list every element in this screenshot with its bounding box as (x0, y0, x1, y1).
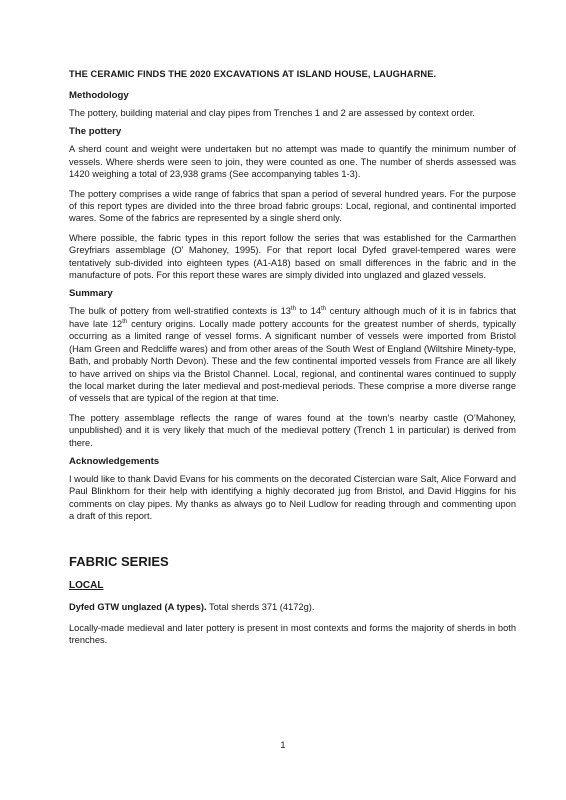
acknowledgements-paragraph: I would like to thank David Evans for his comments on the decorated Cistercian ware Salt, Alice Forward and Paul Blinkhorn for their help with identifying a highly decorated jug from Bristol, and David Higgins for his comments on clay pipes. My thanks as always go to Neil Ludlow for reading through and commenting upon a draft of this report. (69, 473, 516, 522)
summary-text-a: The bulk of pottery from well-stratified contexts is 13 (69, 306, 291, 317)
pottery-heading: The pottery (69, 126, 122, 138)
summary-heading: Summary (69, 288, 113, 300)
superscript-th-2: th (321, 306, 327, 313)
dyfed-type-total: Total sherds 371 (4172g). (206, 601, 315, 612)
pottery-paragraph-2: The pottery comprises a wide range of fabrics that span a period of several hundred years. For the purpose of this report types are divided into the three broad fabric groups: Local, regional, and continental imported wares. Some of the fabrics are represented by a single sherd only. (69, 188, 516, 224)
summary-text-c: century although much of it is in fabrics that have late 12 (69, 306, 517, 329)
dyfed-paragraph: Locally-made medieval and later pottery is present in most contexts and forms the majority of sherds in both trenches. (69, 622, 516, 646)
acknowledgements-heading: Acknowledgements (69, 455, 160, 467)
methodology-heading: Methodology (69, 90, 129, 101)
summary-paragraph-2: The pottery assemblage reflects the range of wares found at the town’s nearby castle (O’Mahoney, unpublished) and it is very likely that much of the medieval pottery (Trench 1 in particular) is derived from there. (69, 412, 516, 448)
pottery-paragraph-3: Where possible, the fabric types in this report follow the series that was established for the Carmarthen Greyfriars assemblage (O’ Mahoney, 1995). For that report local Dyfed gravel-tempered wares were tentatively sub-divided into eighteen types (A1-A18) based on small differences in the fabric and in the manufacture of pots. For this report these wares are simply divided into unglazed and glazed vessels. (69, 232, 516, 281)
summary-text-d: century origins. Locally made pottery accounts for the greatest number of sherds, typically occurring as a limited range of vessel forms. A significant number of vessels were imported from Bristol (Ham Green and Redcliffe wares) and from other areas of the South West of England (Wiltshire Minety-type, Bath, and probably North Devon). These and the few continental imported vessels from France are all likely to have arrived on ships via the Bristol Channel. Local, regional, and continental wares continued to supply the local market during the later medieval and post-medieval periods. These comprise a more diverse range of vessels that are typical of the region at that time. (69, 318, 517, 404)
summary-paragraph-1 (69, 305, 516, 404)
superscript-th-1: th (290, 306, 296, 313)
superscript-th-3: th (122, 318, 128, 325)
local-subheading: LOCAL (69, 579, 104, 591)
pottery-paragraph-1: A sherd count and weight were undertaken but no attempt was made to quantify the minimum number of vessels. Where sherds were seen to join, they were counted as one. The number of sherds assessed was 1420 weighing a total of 23,938 grams (See accompanying tables 1-3). (69, 144, 516, 180)
summary-text-b: to 14 (295, 306, 322, 317)
methodology-paragraph: The pottery, building material and clay pipes from Trenches 1 and 2 are assessed by context order. (69, 108, 476, 118)
dyfed-type-title: Dyfed GTW unglazed (A types). (69, 601, 207, 612)
page-number: 1 (280, 740, 286, 750)
document-title: THE CERAMIC FINDS THE 2020 EXCAVATIONS AT ISLAND HOUSE, LAUGHARNE. (69, 69, 437, 79)
fabric-series-heading: FABRIC SERIES (69, 553, 169, 569)
dyfed-type-line (69, 601, 516, 613)
